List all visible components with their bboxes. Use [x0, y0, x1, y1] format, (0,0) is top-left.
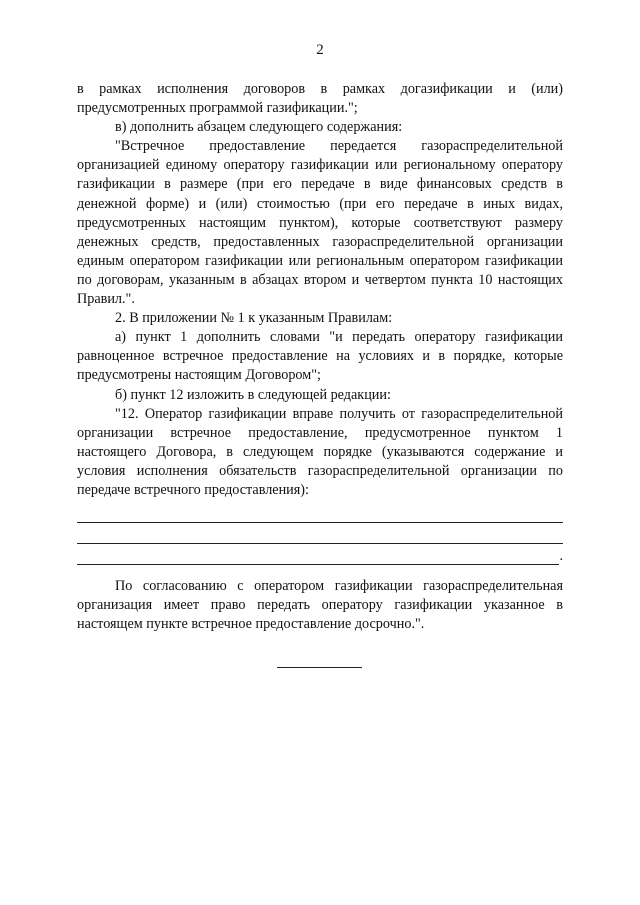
- fill-in-line: [77, 502, 563, 523]
- paragraph-continuation: в рамках исполнения договоров в рамках догазификации и (или) предусмотренных программой газификации.";: [77, 81, 563, 117]
- paragraph-quoted-addition: "Встречное предоставление передается газораспределительной организацией единому оператору газификации или региональному оператору газификации в размере (при его передаче в виде финансовых средств в денежной форме) и (или) стоимостью (при его передаче в иных видах, предусмотренных настоящим пунктом), которые соответствуют размеру денежных средств, предоставленных газораспределительной организации единым оператором газификации или региональным оператором газификации по договорам, указанным в абзацах втором и четвертом пункта 10 настоящих Правил.".: [77, 138, 563, 308]
- fill-in-line-last: [77, 544, 563, 565]
- page-number: 2: [316, 42, 324, 58]
- paragraph-item-b: б) пункт 12 изложить в следующей редакции:: [115, 386, 391, 403]
- paragraph-early-transfer: По согласованию с оператором газификации газораспределительная организация имеет право передать оператору газификации указанное в настоящем пункте встречное предоставление досрочно.".: [77, 578, 563, 633]
- fill-in-line: [77, 523, 563, 544]
- paragraph-clause-12: "12. Оператор газификации вправе получить от газораспределительной организации встречное предоставление, предусмотренное пунктом 1 настоящего Договора, в следующем порядке (указываются содержание и условия исполнения обязательств газораспределительной организации по передаче встречного предоставления):: [77, 405, 563, 498]
- document-body: [77, 80, 563, 634]
- end-of-text-rule: [277, 667, 362, 668]
- fill-in-end-mark: .: [559, 547, 563, 564]
- paragraph-item-v: в) дополнить абзацем следующего содержания:: [115, 119, 403, 136]
- paragraph-item-a: а) пункт 1 дополнить словами "и передать оператору газификации равноценное встречное предоставление на условиях и в порядке, которые предусмотрены настоящим Договором";: [77, 329, 563, 384]
- paragraph-section-2: 2. В приложении № 1 к указанным Правилам:: [115, 310, 393, 327]
- fill-in-line: [77, 544, 559, 565]
